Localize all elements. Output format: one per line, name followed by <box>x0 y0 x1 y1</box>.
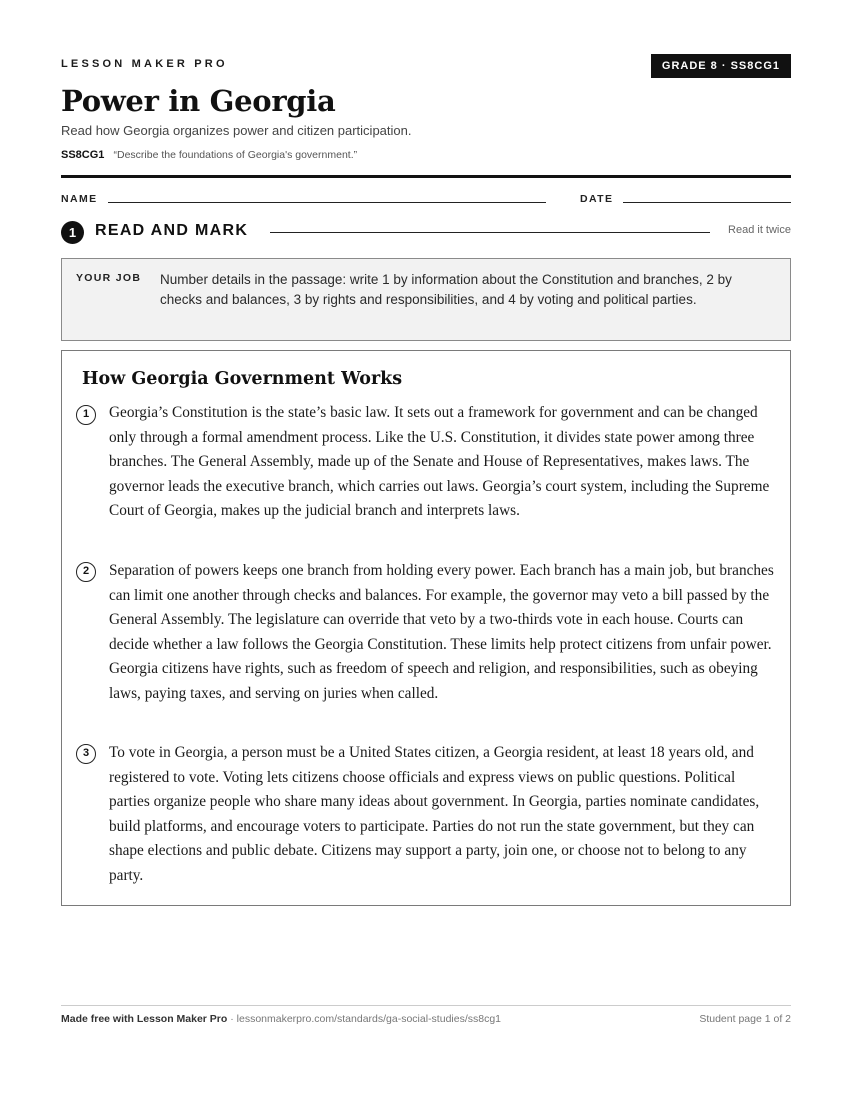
passage-paragraph-3: To vote in Georgia, a person must be a United States citizen, a Georgia resident, at least 18 years old, and registered to vote. Voting lets citizens choose officials and express views on public questions. Political parties organize people who share many ideas about government. In Georgia, parties nominate candidates, build platforms, and encourage voters to participate. Parties do not run the state government, but they can shape elections and public debate. Citizens may support a party, join one, or choose not to belong to any party. <box>109 744 760 884</box>
paragraph-number-3: 3 <box>76 744 96 764</box>
paragraph-number-2: 2 <box>76 562 96 582</box>
instructions-box <box>61 258 791 341</box>
footer-made-with: Made free with Lesson Maker Pro <box>61 1013 228 1025</box>
page-title: Power in Georgia <box>61 84 336 118</box>
passage-paragraph-2: Separation of powers keeps one branch from holding every power. Each branch has a main job, but branches can limit one another through checks and balances. For example, the governor may veto a bill passed by the General Assembly. The legislature can override that veto by a two-thirds vote in each house. Courts can decide whether a law follows the Georgia Constitution. These limits help protect citizens from unfair power. Georgia citizens have rights, such as freedom of speech and religion, and responsibilities, such as obeying laws, paying taxes, and serving on juries when called. <box>109 562 774 702</box>
footer-credit <box>61 1013 501 1025</box>
footer-page-number: Student page 1 of 2 <box>699 1013 791 1025</box>
standard-code: SS8CG1 <box>61 149 105 161</box>
date-field-line[interactable] <box>623 202 791 203</box>
header-divider <box>61 175 791 178</box>
date-label: DATE <box>580 193 614 205</box>
name-label: NAME <box>61 193 98 205</box>
page-subtitle: Read how Georgia organizes power and citizen participation. <box>61 123 412 138</box>
section-note: Read it twice <box>728 224 791 236</box>
footer-url[interactable]: · lessonmakerpro.com/standards/ga-social-studies/ss8cg1 <box>227 1013 502 1025</box>
section-rule <box>270 232 710 233</box>
reading-passage <box>61 350 791 906</box>
standard-quote: “Describe the foundations of Georgia's government.” <box>113 149 358 161</box>
passage-title: How Georgia Government Works <box>82 369 403 389</box>
standard-line <box>61 149 357 161</box>
instructions-label: YOUR JOB <box>76 272 142 284</box>
instructions-text: Number details in the passage: write 1 by information about the Constitution and branches, 2 by checks and balances, 3 by rights and responsibilities, and 4 by voting and political parties. <box>160 272 732 307</box>
section-number-badge: 1 <box>61 221 84 244</box>
brand-name: LESSON MAKER PRO <box>61 58 228 70</box>
name-field-line[interactable] <box>108 202 546 203</box>
passage-paragraph-1: Georgia’s Constitution is the state’s basic law. It sets out a framework for government and can be changed only through a formal amendment process. Like the U.S. Constitution, it divides state power among three branches. The General Assembly, made up of the Senate and House of Representatives, makes laws. The governor leads the executive branch, which carries out laws. Georgia’s court system, including the Supreme Court of Georgia, makes up the judicial branch and interprets laws. <box>109 404 770 519</box>
worksheet-page <box>61 0 791 1100</box>
grade-badge: GRADE 8 · SS8CG1 <box>651 54 791 78</box>
section-title: READ AND MARK <box>95 222 249 239</box>
paragraph-number-1: 1 <box>76 405 96 425</box>
footer-divider <box>61 1005 791 1006</box>
